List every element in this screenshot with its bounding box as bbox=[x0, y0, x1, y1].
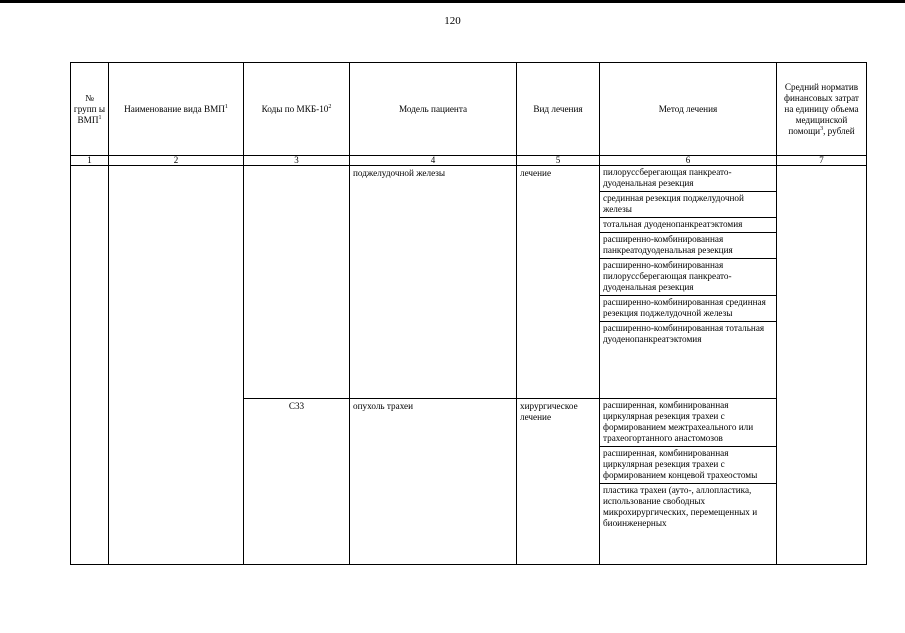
patient-model-cell bbox=[350, 166, 517, 399]
column-number: 4 bbox=[350, 156, 517, 166]
avg-cost-cell bbox=[777, 166, 867, 565]
method-item: расширенно-комбинированная тотальная дуоденопанкреатэктомия bbox=[603, 323, 765, 344]
method-item: срединная резекция поджелудочной железы bbox=[600, 192, 776, 218]
treatment-method-cell bbox=[600, 399, 777, 565]
header-group-number: № групп ы ВМП$^1$ bbox=[71, 63, 109, 156]
vmp-table bbox=[70, 62, 867, 565]
column-number: 2 bbox=[109, 156, 244, 166]
header-avg-cost: Средний норматив финансовых затрат на единицу объема медицинской помощи$^3$, рублей bbox=[777, 63, 867, 156]
icd-code-cell bbox=[244, 399, 350, 565]
icd-code-cell bbox=[244, 166, 350, 399]
column-number: 3 bbox=[244, 156, 350, 166]
header-treatment-type: Вид лечения bbox=[517, 63, 600, 156]
method-item: тотальная дуоденопанкреатэктомия bbox=[600, 218, 776, 233]
header-patient-model: Модель пациента bbox=[350, 63, 517, 156]
column-number: 1 bbox=[71, 156, 109, 166]
header-treatment-method: Метод лечения bbox=[600, 63, 777, 156]
method-item: расширенно-комбинированная панкреатодуоденальная резекция bbox=[600, 233, 776, 259]
header-vmp-name: Наименование вида ВМП$^1$ bbox=[109, 63, 244, 156]
top-rule bbox=[0, 0, 905, 3]
patient-model-text: опухоль трахеи bbox=[353, 401, 414, 411]
column-number: 6 bbox=[600, 156, 777, 166]
treatment-method-cell bbox=[600, 166, 777, 399]
method-item: расширенная, комбинированная циркулярная резекция трахеи с формированием межтрахеального или трахеогортанного анастомозов bbox=[600, 399, 776, 447]
column-number: 5 bbox=[517, 156, 600, 166]
method-item: пластика трахеи (ауто-, аллопластика, использование свободных микрохирургических, перемещенных и биоинженерных bbox=[603, 485, 758, 528]
treatment-type-cell bbox=[517, 166, 600, 399]
method-item: пилоруссберегающая панкреато-дуоденальная резекция bbox=[600, 166, 776, 192]
method-item: расширенно-комбинированная срединная резекция поджелудочной железы bbox=[600, 296, 776, 322]
vmp-name-cell bbox=[109, 166, 244, 565]
patient-model-cell bbox=[350, 399, 517, 565]
column-number-row bbox=[71, 156, 867, 166]
group-number-cell bbox=[71, 166, 109, 565]
method-item: расширенная, комбинированная циркулярная резекция трахеи с формированием концевой трахеостомы bbox=[600, 447, 776, 484]
patient-model-text: поджелудочной железы bbox=[353, 168, 446, 178]
table-row bbox=[71, 166, 867, 399]
page-number: 120 bbox=[444, 15, 461, 27]
method-item: расширенно-комбинированная пилоруссберегающая панкреато-дуоденальная резекция bbox=[600, 259, 776, 296]
treatment-type-text: лечение bbox=[520, 168, 552, 178]
column-number: 7 bbox=[777, 156, 867, 166]
icd-code-text: C33 bbox=[288, 401, 305, 411]
treatment-type-text: хирургическое лечение bbox=[520, 401, 578, 422]
treatment-type-cell bbox=[517, 399, 600, 565]
header-icd-codes: Коды по МКБ-$10^2$ bbox=[244, 63, 350, 156]
header-row bbox=[71, 63, 867, 156]
